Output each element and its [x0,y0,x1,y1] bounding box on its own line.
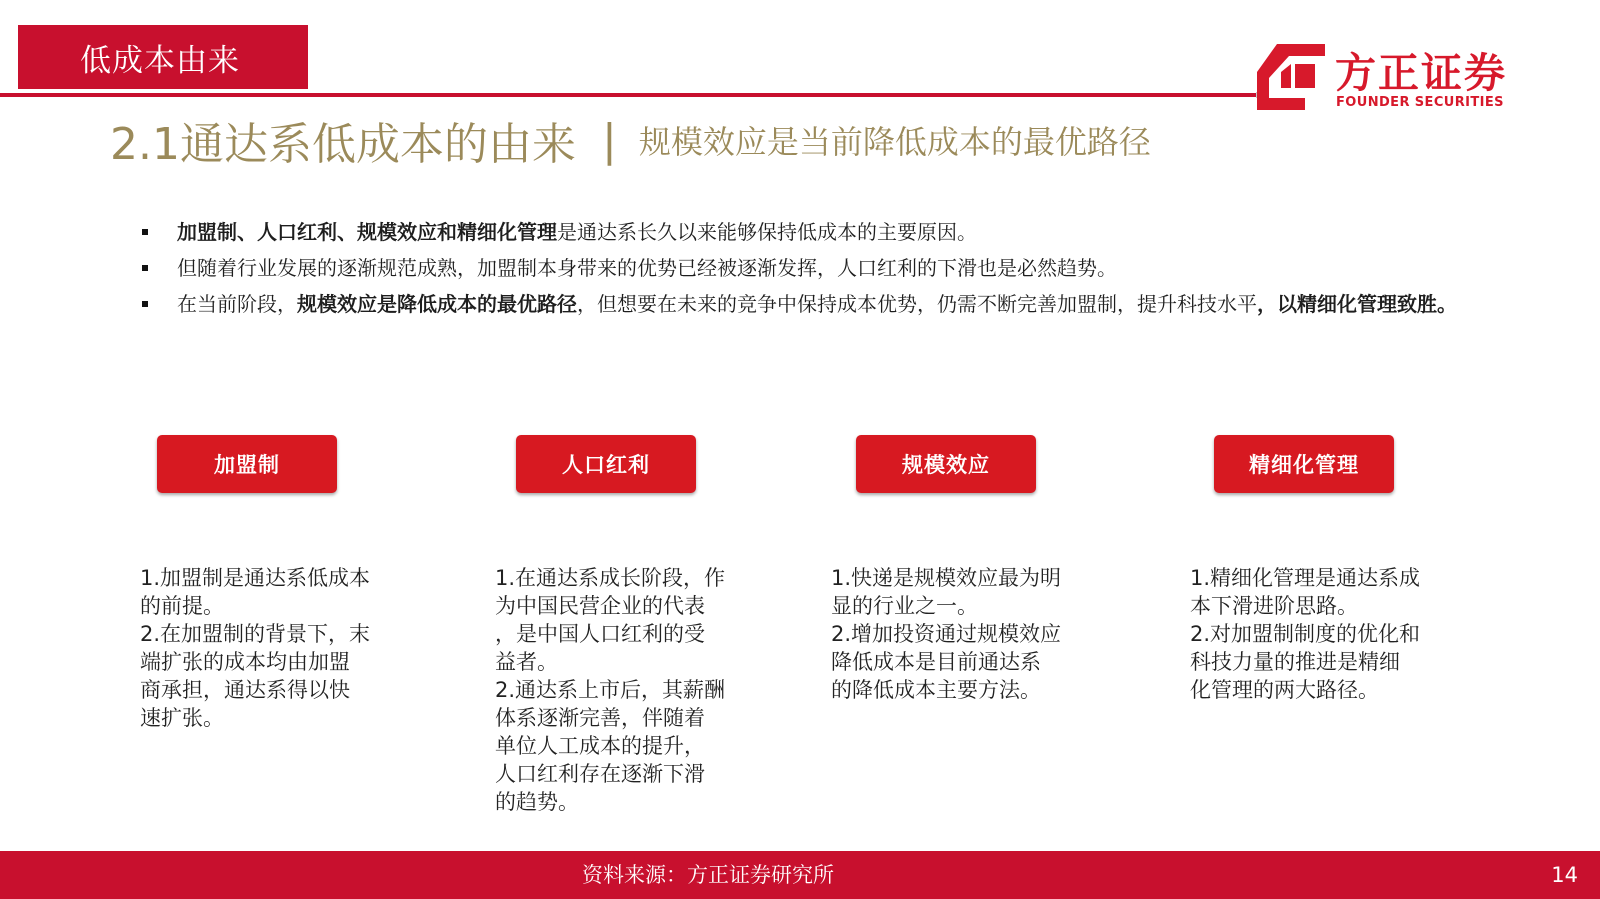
card-body-demographic-dividend: 1.在通达系成长阶段，作 为中国民营企业的代表 ，是中国人口红利的受 益者。 2.通达系上市后，其薪酬 体系逐渐完善，伴随着 单位人工成本的提升， 人口红利存在逐渐下滑 的趋势。 [495,566,726,814]
bullet-item [140,250,1520,286]
bullet-item [140,214,1520,250]
card-title-scale-effect: 规模效应 [856,435,1036,493]
footer-source: 资料来源：方正证券研究所 [582,863,834,887]
logo-name-cn: 方正证券 [1335,49,1507,97]
bullet-bold: 加盟制、人口红利、规模效应和精细化管理 [177,220,557,244]
founder-logo-icon [1255,42,1327,112]
card-body-franchise: 1.加盟制是通达系低成本 的前提。 2.在加盟制的背景下，末 端扩张的成本均由加盟 商承担，通达系得以快 速扩张。 [140,566,371,730]
bullet-item [140,286,1520,322]
header-rule [0,93,1262,97]
headline-sub: 规模效应是当前降低成本的最优路径 [638,123,1151,161]
logo-name-en: FOUNDER SECURITIES [1336,95,1504,110]
bullet-text: ，但想要在未来的竞争中保持成本优势，仍需不断完善加盟制，提升科技水平 [577,292,1257,316]
headline-separator: | [601,114,617,166]
bullet-marker [142,265,148,271]
card-body-scale-effect: 1.快递是规模效应最为明 显的行业之一。 2.增加投资通过规模效应 降低成本是目前通达系 的降低成本主要方法。 [831,566,1062,702]
bullet-marker [142,301,148,307]
section-tag-label: 低成本由来 [80,42,240,79]
headline-main: 2.1通达系低成本的由来 [110,119,576,170]
bullet-bold: 规模效应是降低成本的最优路径 [297,292,577,316]
card-title-franchise: 加盟制 [157,435,337,493]
founder-securities-logo [1255,42,1555,122]
bullet-text: 但随着行业发展的逐渐规范成熟，加盟制本身带来的优势已经被逐渐发挥，人口红利的下滑也是必然趋势。 [177,256,1117,280]
page-number: 14 [1551,863,1578,887]
slide-headline [110,110,1151,170]
bullet-text: 是通达系长久以来能够保持低成本的主要原因。 [557,220,977,244]
bullet-list [140,214,1520,322]
card-title-demographic-dividend: 人口红利 [516,435,696,493]
section-tag [18,25,308,89]
bullet-marker [142,229,148,235]
card-body-refined-management: 1.精细化管理是通达系成 本下滑进阶思路。 2.对加盟制制度的优化和 科技力量的推进是精细 化管理的两大路径。 [1190,566,1421,702]
bullet-text-pre: 在当前阶段， [177,292,297,316]
footer-bar [0,851,1600,899]
card-title-refined-management: 精细化管理 [1214,435,1394,493]
bullet-bold-end: ，以精细化管理致胜。 [1257,292,1457,316]
